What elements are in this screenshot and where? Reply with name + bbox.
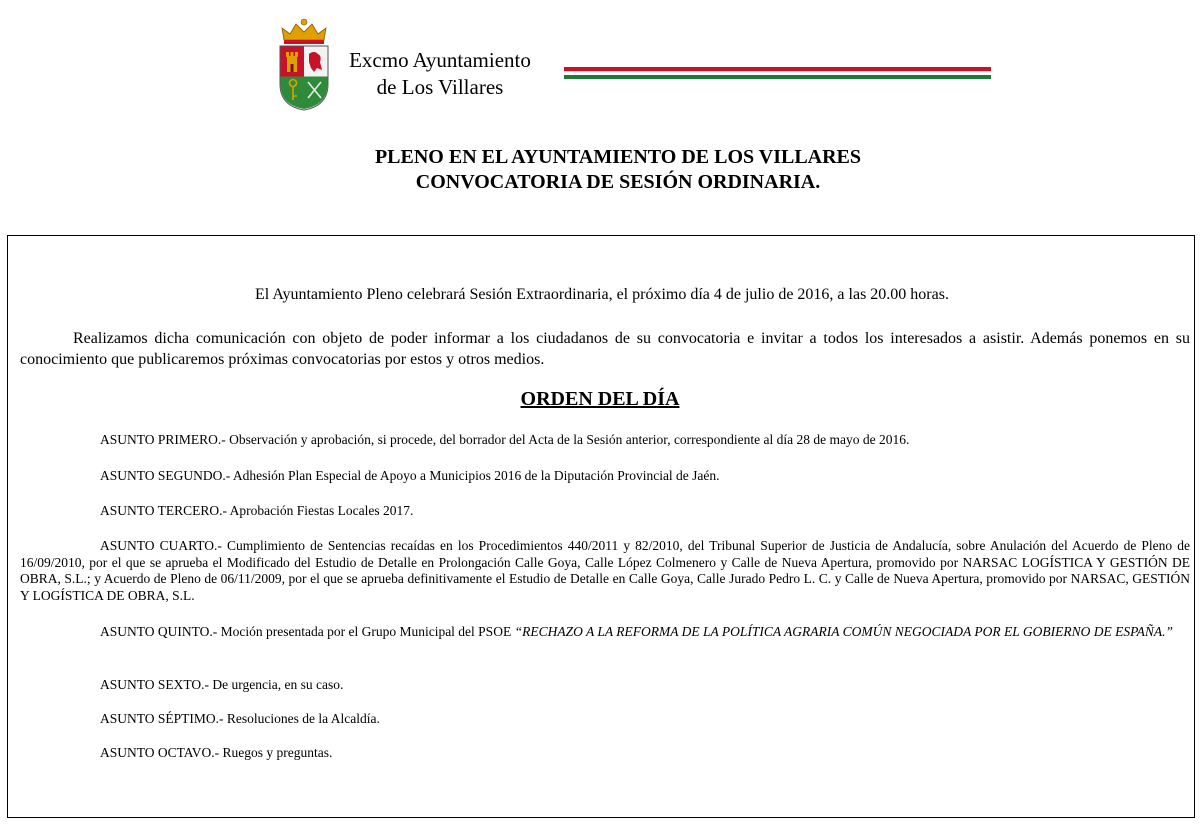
agenda-item-tercero: ASUNTO TERCERO.- Aprobación Fiestas Locales 2017. — [100, 503, 414, 518]
agenda-heading: ORDEN DEL DÍA — [520, 388, 680, 410]
document-title — [0, 145, 1200, 195]
agenda-item-cuarto: ASUNTO CUARTO.- Cumplimiento de Sentencias recaídas en los Procedimientos 440/2011 y 82/2010, del Tribunal Superior de Justicia de Andalucía, sobre Anulación del Acuerdo de Pleno de 16/09/2010, por el que se aprueba el Modificado del Estudio de Detalle en Prolongación Calle Goya, Calle López Colmenero y Calle de Nueva Apertura, promovido por NARSAC LOGÍSTICA Y GESTIÓN DE OBRA, S.L.; y Acuerdo de Pleno de 06/11/2009, por el que se aprueba definitivamente el Estudio de Detalle en Calle Goya, Calle Jurado Pedro L. C. y Calle de Nueva Apertura, promovido por NARSAC, GESTIÓN Y LOGÍSTICA DE OBRA, S.L. — [20, 538, 1190, 603]
organization-name — [340, 47, 540, 101]
coat-of-arms-icon — [276, 18, 332, 112]
communication-paragraph: Realizamos dicha comunicación con objeto de poder informar a los ciudadanos de su convocatoria e invitar a todos los interesados a asistir. Además ponemos en su conocimiento que publicaremos próximas convocatorias por estos y otros medios. — [20, 330, 1190, 368]
notice-frame — [7, 235, 1195, 818]
intro-text: El Ayuntamiento Pleno celebrará Sesión Extraordinaria, el próximo día 4 de julio de 2016, a las 20.00 horas. — [255, 286, 949, 303]
title-line2: CONVOCATORIA DE SESIÓN ORDINARIA. — [415, 171, 821, 193]
agenda-item-septimo: ASUNTO SÉPTIMO.- Resoluciones de la Alcaldía. — [100, 711, 380, 726]
flag-stripe-green — [564, 75, 991, 79]
organization-name-line1: Excmo Ayuntamiento — [349, 48, 531, 72]
agenda-item-primero: ASUNTO PRIMERO.- Observación y aprobación, si procede, del borrador del Acta de la Sesión anterior, correspondiente al día 28 de mayo de 2016. — [100, 432, 910, 447]
agenda-item-quinto-quote: “RECHAZO A LA REFORMA DE LA POLÍTICA AGRARIA COMÚN NEGOCIADA POR EL GOBIERNO DE ESPAÑA.” — [514, 624, 1173, 639]
agenda-item-octavo: ASUNTO OCTAVO.- Ruegos y preguntas. — [100, 745, 333, 760]
organization-name-line2: de Los Villares — [376, 75, 504, 99]
agenda-item-quinto — [20, 624, 1190, 641]
title-line1: PLENO EN EL AYUNTAMIENTO DE LOS VILLARES — [374, 146, 862, 168]
agenda-item-sexto: ASUNTO SEXTO.- De urgencia, en su caso. — [100, 677, 344, 692]
agenda-item-segundo: ASUNTO SEGUNDO.- Adhesión Plan Especial de Apoyo a Municipios 2016 de la Diputación Provincial de Jaén. — [100, 468, 720, 483]
agenda-item-quinto-text: ASUNTO QUINTO.- Moción presentada por el Grupo Municipal del PSOE — [100, 624, 512, 639]
letterhead — [0, 0, 1200, 120]
flag-stripe-band — [564, 67, 991, 79]
